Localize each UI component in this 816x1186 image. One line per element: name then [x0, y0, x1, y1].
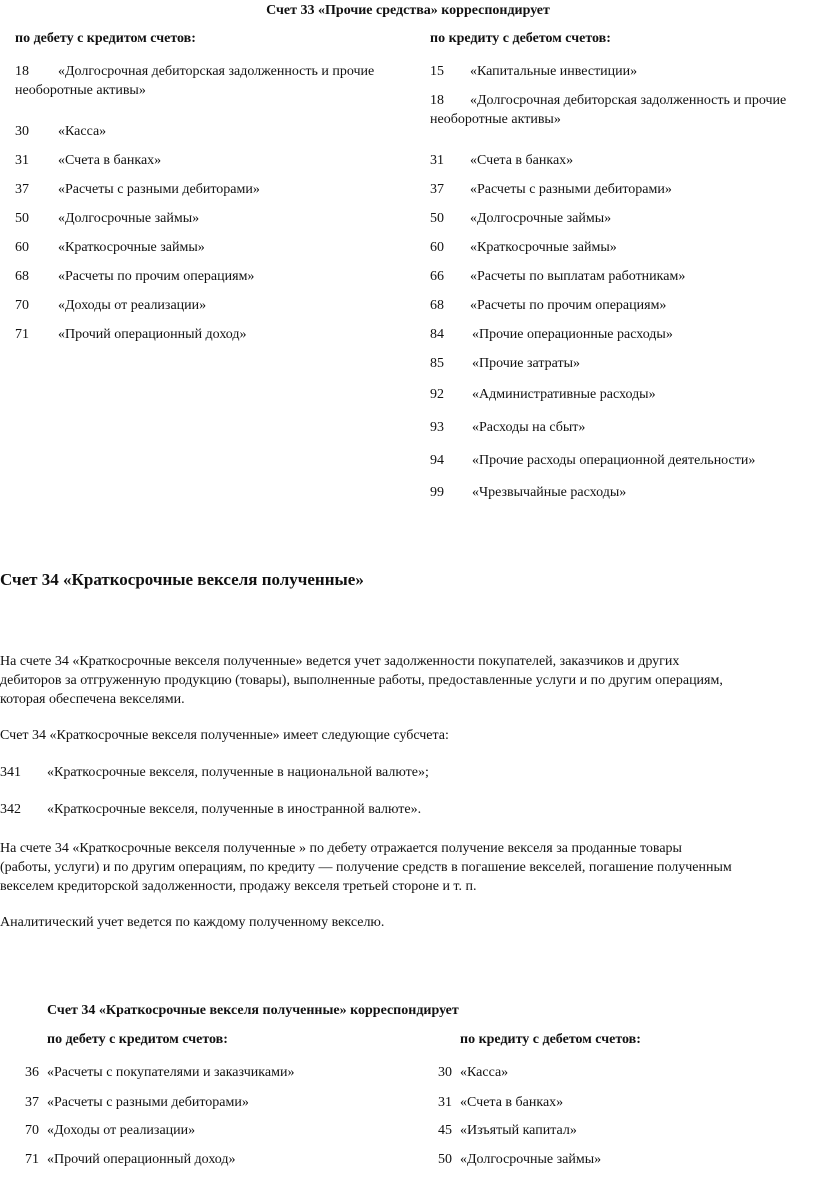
- account-name: «Касса»: [58, 124, 107, 139]
- account-number: 31: [430, 153, 444, 168]
- account-number: 70: [25, 1123, 39, 1138]
- sec34-paragraph-2: Счет 34 «Краткосрочные векселя полученные» имеет следующие субсчета:: [0, 728, 449, 743]
- account-name-cont: необоротные активы»: [430, 112, 561, 127]
- account-number: 15: [430, 64, 444, 79]
- text-line: На счете 34 «Краткосрочные векселя полученные» ведется учет задолженности покупателей, заказчиков и других: [0, 654, 680, 669]
- account-number: 66: [430, 269, 444, 284]
- sec33-debit-header: по дебету с кредитом счетов:: [15, 31, 196, 46]
- subaccount-number: 342: [0, 802, 21, 817]
- text-line: На счете 34 «Краткосрочные векселя полученные » по дебету отражается получение векселя за проданные товары: [0, 841, 682, 856]
- account-name: «Прочий операционный доход»: [47, 1152, 236, 1167]
- account-number: 71: [25, 1152, 39, 1167]
- account-number: 31: [15, 153, 29, 168]
- account-number: 50: [438, 1152, 452, 1167]
- subaccount-name: «Краткосрочные векселя, полученные в иностранной валюте».: [47, 802, 422, 817]
- account-name: «Расчеты с разными дебиторами»: [47, 1095, 249, 1110]
- account-number: 93: [430, 420, 444, 435]
- account-number: 92: [430, 387, 444, 402]
- account-number: 30: [15, 124, 29, 139]
- account-number: 84: [430, 327, 444, 342]
- account-name: «Чрезвычайные расходы»: [472, 485, 627, 500]
- account-name: «Счета в банках»: [470, 153, 574, 168]
- account-number: 70: [15, 298, 29, 313]
- account-name: «Расходы на сбыт»: [472, 420, 586, 435]
- sec34-paragraph-1: [0, 652, 810, 709]
- account-name: «Административные расходы»: [472, 387, 656, 402]
- sec34-corr-title: Счет 34 «Краткосрочные векселя полученные» корреспондирует: [47, 1003, 459, 1018]
- account-name: «Расчеты с разными дебиторами»: [470, 182, 672, 197]
- account-name: «Долгосрочные займы»: [460, 1152, 602, 1167]
- account-name: «Прочие расходы операционной деятельности»: [472, 453, 756, 468]
- sec34-paragraph-4: Аналитический учет ведется по каждому полученному векселю.: [0, 915, 385, 930]
- account-number: 31: [438, 1095, 452, 1110]
- account-name: «Капитальные инвестиции»: [470, 64, 638, 79]
- account-name: «Прочие затраты»: [472, 356, 581, 371]
- account-name: «Долгосрочные займы»: [470, 211, 612, 226]
- account-name: «Долгосрочная дебиторская задолженность и прочие: [58, 64, 375, 79]
- account-name: «Доходы от реализации»: [58, 298, 207, 313]
- account-number: 50: [430, 211, 444, 226]
- account-number: 71: [15, 327, 29, 342]
- account-number: 85: [430, 356, 444, 371]
- account-name: «Счета в банках»: [58, 153, 162, 168]
- account-number: 18: [15, 64, 29, 79]
- account-number: 45: [438, 1123, 452, 1138]
- account-name: «Краткосрочные займы»: [470, 240, 617, 255]
- account-number: 37: [15, 182, 29, 197]
- subaccount-number: 341: [0, 765, 21, 780]
- account-name: «Долгосрочная дебиторская задолженность и прочие: [470, 93, 787, 108]
- text-line: (работы, услуги) и по другим операциям, по кредиту — получение средств в погашение векселей, погашение полученным: [0, 860, 732, 875]
- account-name: «Расчеты с разными дебиторами»: [58, 182, 260, 197]
- text-line: которая обеспечена векселями.: [0, 692, 185, 707]
- sec34-debit-header: по дебету с кредитом счетов:: [47, 1032, 228, 1047]
- account-number: 30: [438, 1065, 452, 1080]
- account-number: 94: [430, 453, 444, 468]
- account-number: 50: [15, 211, 29, 226]
- sec34-credit-header: по кредиту с дебетом счетов:: [460, 1032, 641, 1047]
- account-name: «Краткосрочные займы»: [58, 240, 205, 255]
- account-name: «Доходы от реализации»: [47, 1123, 196, 1138]
- account-name: «Расчеты по прочим операциям»: [58, 269, 255, 284]
- account-number: 37: [25, 1095, 39, 1110]
- account-number: 68: [430, 298, 444, 313]
- account-name: «Изъятый капитал»: [460, 1123, 577, 1138]
- account-name: «Прочий операционный доход»: [58, 327, 247, 342]
- account-name: «Прочие операционные расходы»: [472, 327, 673, 342]
- sec33-credit-header: по кредиту с дебетом счетов:: [430, 31, 611, 46]
- text-line: векселем кредиторской задолженности, продажу векселя третьей стороне и т. п.: [0, 879, 477, 894]
- subaccount-name: «Краткосрочные векселя, полученные в национальной валюте»;: [47, 765, 429, 780]
- account-number: 36: [25, 1065, 39, 1080]
- account-number: 68: [15, 269, 29, 284]
- account-name: «Расчеты по прочим операциям»: [470, 298, 667, 313]
- account-number: 99: [430, 485, 444, 500]
- account-name: «Расчеты с покупателями и заказчиками»: [47, 1065, 295, 1080]
- account-name-cont: необоротные активы»: [15, 83, 146, 98]
- account-number: 18: [430, 93, 444, 108]
- sec34-paragraph-3: [0, 839, 810, 896]
- account-name: «Долгосрочные займы»: [58, 211, 200, 226]
- account-name: «Касса»: [460, 1065, 509, 1080]
- sec34-heading: Счет 34 «Краткосрочные векселя полученные»: [0, 570, 364, 589]
- account-name: «Расчеты по выплатам работникам»: [470, 269, 686, 284]
- sec33-title: Счет 33 «Прочие средства» корреспондирует: [266, 3, 550, 18]
- account-name: «Счета в банках»: [460, 1095, 564, 1110]
- account-number: 60: [15, 240, 29, 255]
- account-number: 60: [430, 240, 444, 255]
- text-line: дебиторов за отгруженную продукцию (товары), выполненные работы, предоставленные услуги и по другим операциям,: [0, 673, 723, 688]
- account-number: 37: [430, 182, 444, 197]
